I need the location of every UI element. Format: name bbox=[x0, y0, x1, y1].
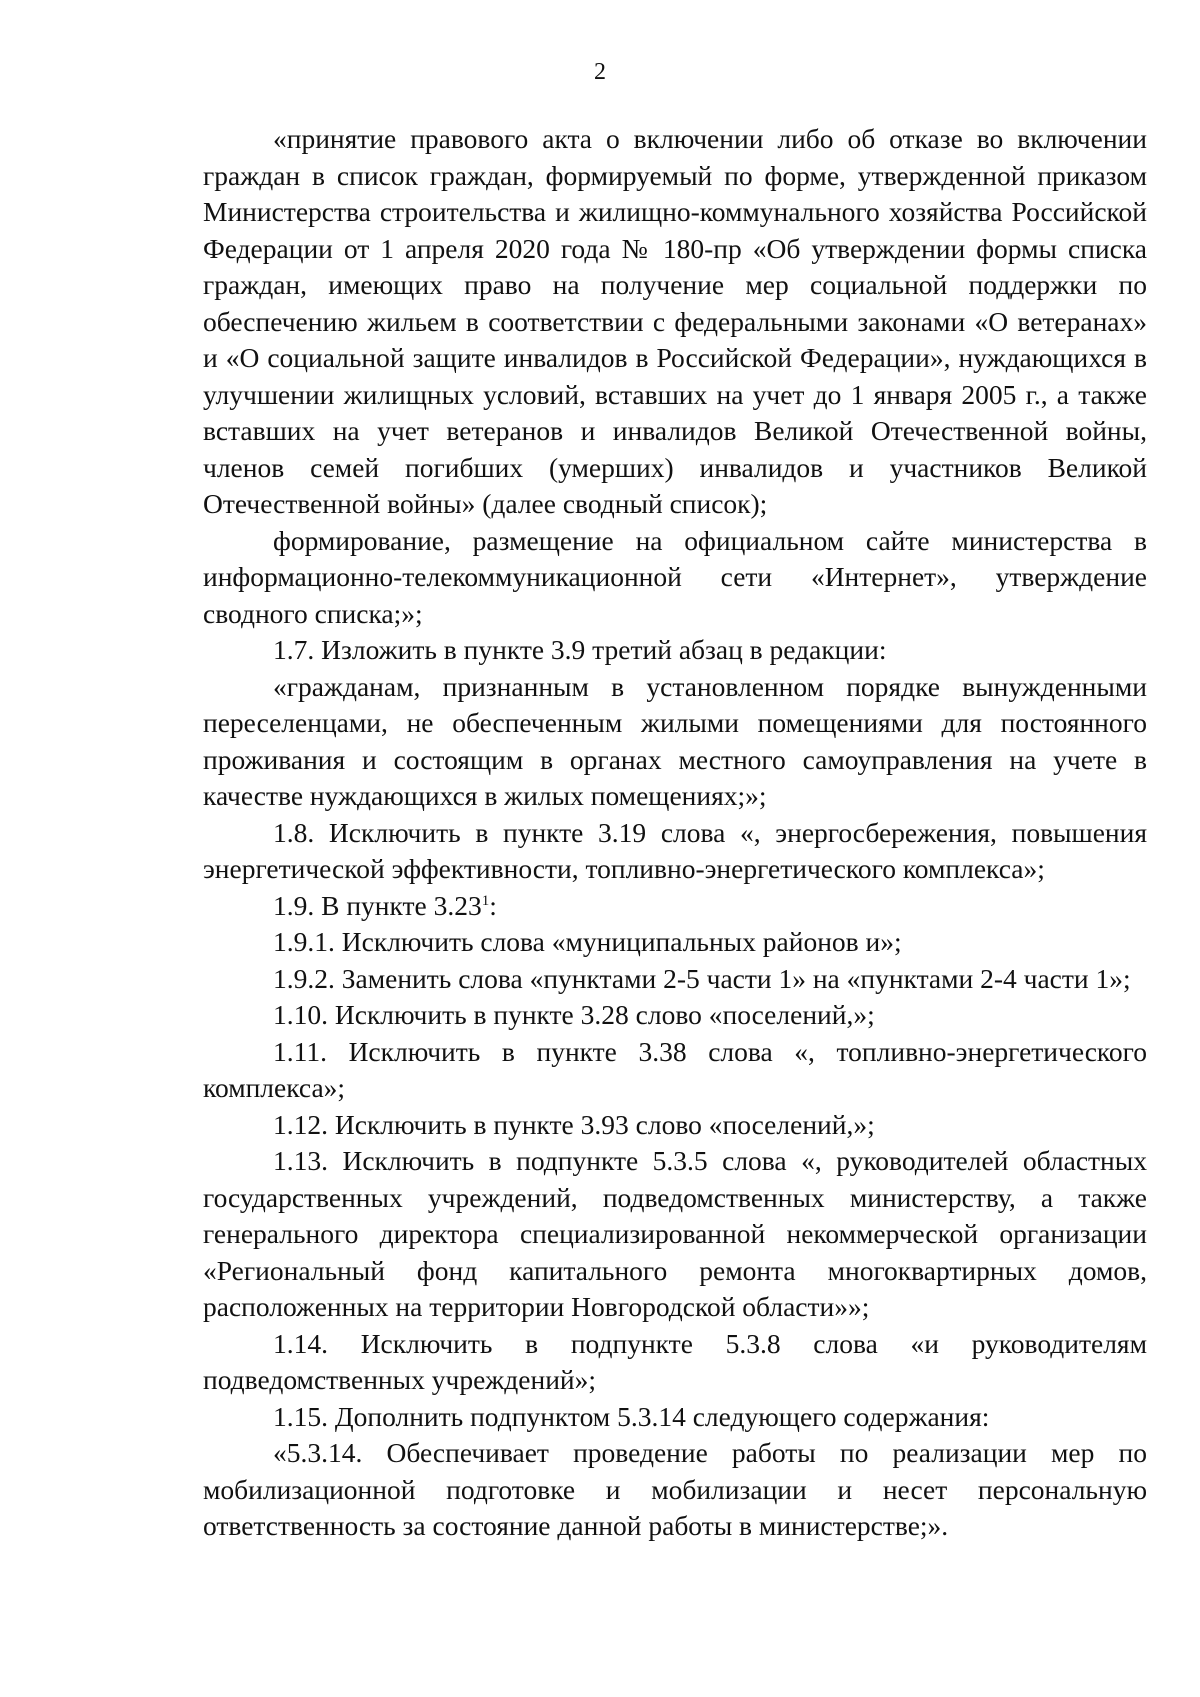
paragraph-1-9-text: 1.9. В пункте 3.23 bbox=[273, 889, 482, 921]
paragraph-1-9 bbox=[203, 888, 1147, 925]
paragraph-grazhdanam: «гражданам, признанным в установленном порядке вынужденными переселенцами, не обеспеченным жилыми помещениями для постоянного проживания и состоящим в органах местного самоуправления на учете в качестве нуждающихся в жилых помещениях;»; bbox=[203, 670, 1147, 811]
document-body bbox=[203, 121, 1147, 1545]
paragraph-svodny-spisok-definition: «принятие правового акта о включении либо об отказе во включении граждан в список граждан, формируемый по форме, утвержденной приказом Министерства строительства и жилищно-коммунального хозяйства Российской Федерации от 1 апреля 2020 года № 180-пр «Об утверждении формы списка граждан, имеющих право на получение мер социальной поддержки по обеспечению жильем в соответствии с федеральными законами «О ветеранах» и «О социальной защите инвалидов в Российской Федерации», нуждающихся в улучшении жилищных условий, вставших на учет до 1 января 2005 г., а также вставших на учет ветеранов и инвалидов Великой Отечественной войны, членов семей погибших (умерших) инвалидов и участников Великой Отечественной войны» (далее сводный список); bbox=[203, 123, 1147, 519]
paragraph-1-10: 1.10. Исключить в пункте 3.28 слово «поселений,»; bbox=[273, 999, 875, 1030]
paragraph-1-12: 1.12. Исключить в пункте 3.93 слово «поселений,»; bbox=[273, 1108, 875, 1140]
paragraph-1-9-2: 1.9.2. Заменить слова «пунктами 2-5 части 1» на «пунктами 2-4 части 1»; bbox=[273, 962, 1131, 994]
superscript-mark: 1 bbox=[481, 892, 490, 909]
paragraph-5-3-14: «5.3.14. Обеспечивает проведение работы по реализации мер по мобилизационной подготовке и мобилизации и несет персональную ответственность за состояние данной работы в министерстве;». bbox=[203, 1437, 1147, 1541]
paragraph-1-15: 1.15. Дополнить подпунктом 5.3.14 следующего содержания: bbox=[273, 1400, 990, 1432]
paragraph-1-8: 1.8. Исключить в пункте 3.19 слова «, энергосбережения, повышения энергетической эффективности, топливно-энергетического комплекса»; bbox=[203, 816, 1147, 884]
paragraph-1-13: 1.13. Исключить в подпункте 5.3.5 слова «, руководителей областных государственных учреждений, подведомственных министерству, а также генерального директора специализированной некоммерческой организации «Региональный фонд капитального ремонта многоквартирных домов, расположенных на территории Новгородской области»»; bbox=[203, 1145, 1147, 1322]
paragraph-1-14: 1.14. Исключить в подпункте 5.3.8 слова «и руководителям подведомственных учреждений»; bbox=[203, 1327, 1147, 1395]
page-number: 2 bbox=[594, 59, 606, 85]
paragraph-1-7: 1.7. Изложить в пункте 3.9 третий абзац в редакции: bbox=[273, 634, 887, 665]
paragraph-formirovanie: формирование, размещение на официальном сайте министерства в информационно-телекоммуникационной сети «Интернет», утверждение сводного списка;»; bbox=[203, 524, 1147, 629]
paragraph-1-9-1: 1.9.1. Исключить слова «муниципальных районов и»; bbox=[273, 926, 902, 957]
paragraph-1-9-colon: : bbox=[489, 889, 497, 921]
paragraph-1-11: 1.11. Исключить в пункте 3.38 слова «, топливно-энергетического комплекса»; bbox=[203, 1035, 1147, 1103]
